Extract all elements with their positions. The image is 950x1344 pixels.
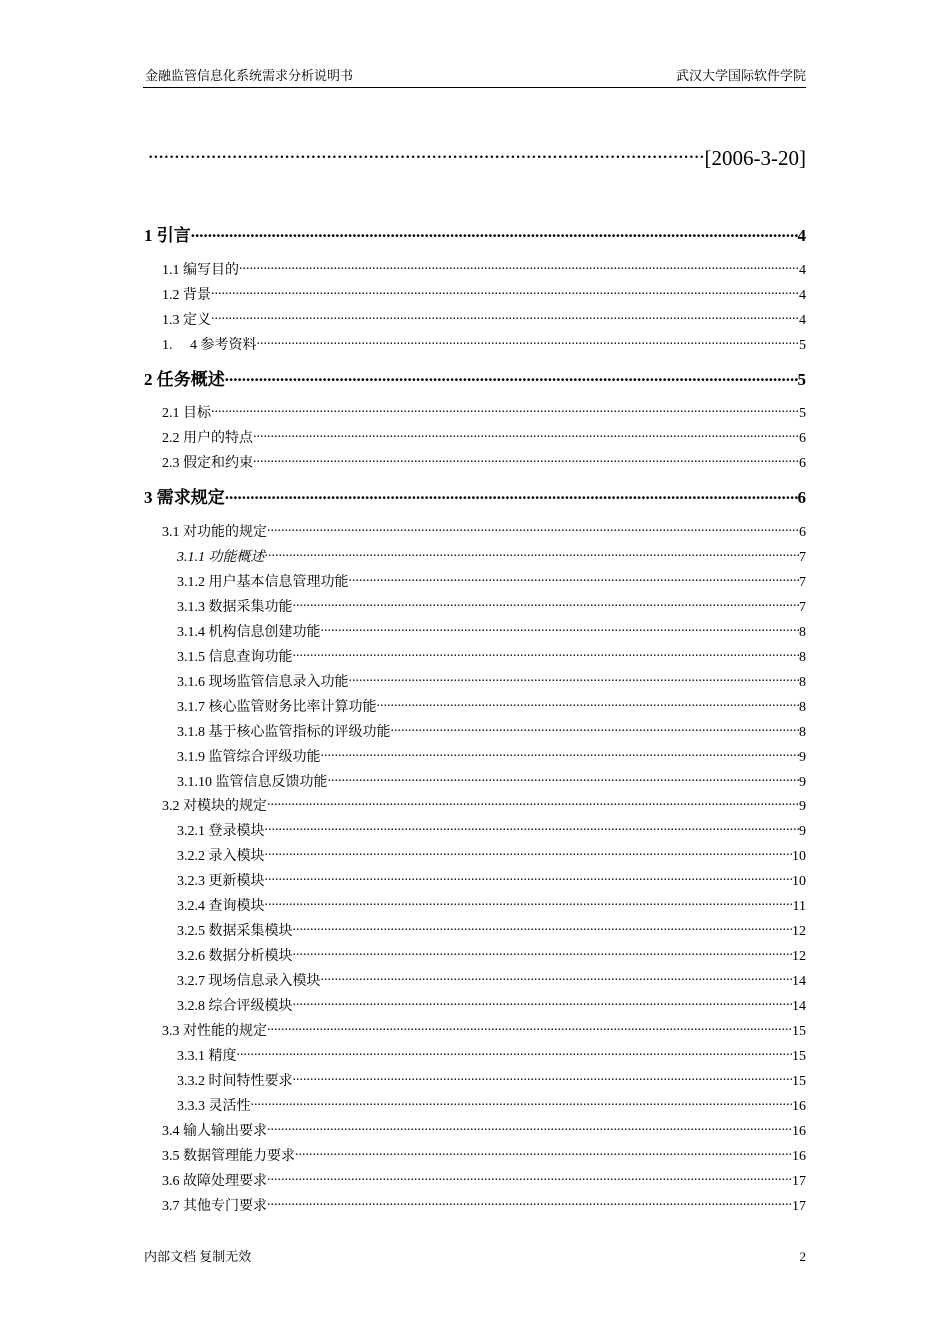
dot-leader xyxy=(257,332,800,349)
dot-leader xyxy=(377,694,800,711)
dot-leader xyxy=(349,569,800,586)
toc-entry-section[interactable] xyxy=(162,519,806,542)
toc-entry-label: 2.3 假定和约束 xyxy=(162,455,253,471)
toc-entry-label: 2 任务概述 xyxy=(144,370,225,390)
dot-leader xyxy=(265,893,793,910)
toc-entry-page: 15 xyxy=(792,1023,806,1039)
toc-entry-subsection[interactable] xyxy=(177,619,806,642)
toc-entry-chapter[interactable] xyxy=(144,221,806,247)
toc-entry-page: 11 xyxy=(792,898,806,914)
toc-entry-subsection[interactable] xyxy=(177,918,806,941)
dot-leader xyxy=(211,400,799,417)
toc-entry-label: 3.1.7 核心监管财务比率计算功能 xyxy=(177,699,377,715)
dot-leader xyxy=(321,968,793,985)
dot-leader xyxy=(237,1043,793,1060)
toc-entry-section[interactable] xyxy=(162,1018,806,1041)
toc-entry-page: 7 xyxy=(799,599,806,615)
toc-entry-label: 3.2.3 更新模块 xyxy=(177,873,265,889)
toc-entry-label: 3.2.2 录入模块 xyxy=(177,848,265,864)
toc-entry-label: 3.2.1 登录模块 xyxy=(177,823,265,839)
toc-entry-page: 14 xyxy=(792,973,806,989)
toc-entry-label: 3.3.1 精度 xyxy=(177,1048,237,1064)
dot-leader xyxy=(267,793,799,810)
toc-entry-label: 3.7 其他专门要求 xyxy=(162,1198,267,1214)
toc-entry-page: 15 xyxy=(792,1048,806,1064)
dot-leader xyxy=(191,221,798,241)
toc-entry-subsection[interactable] xyxy=(177,744,806,767)
document-date: [2006-3-20] xyxy=(704,146,806,170)
toc-entry-subsection[interactable] xyxy=(177,1093,806,1116)
toc-entry-subsection[interactable] xyxy=(177,818,806,841)
dot-leader xyxy=(321,744,800,761)
dot-leader xyxy=(225,365,798,385)
toc-entry-label: 3.1 对功能的规定 xyxy=(162,524,267,540)
toc-entry-label: 3.1.5 信息查询功能 xyxy=(177,649,293,665)
toc-entry-label: 3.1.10 监管信息反馈功能 xyxy=(177,774,328,790)
dot-leader xyxy=(148,137,705,165)
toc-entry-subsection[interactable] xyxy=(177,719,806,742)
dot-leader xyxy=(267,1193,792,1210)
toc-entry-label: 3.3.2 时间特性要求 xyxy=(177,1073,293,1089)
date-leader-line xyxy=(148,137,806,170)
toc-entry-label: 3.3 对性能的规定 xyxy=(162,1023,267,1039)
toc-entry-page: 5 xyxy=(799,405,806,421)
dot-leader xyxy=(265,544,800,561)
dot-leader xyxy=(239,257,799,274)
toc-entry-page: 9 xyxy=(799,798,806,814)
toc-entry-page: 4 xyxy=(799,262,806,278)
toc-entry-subsection[interactable] xyxy=(177,943,806,966)
toc-entry-subsection[interactable] xyxy=(177,1043,806,1066)
toc-entry-label: 3.1.6 现场监管信息录入功能 xyxy=(177,674,349,690)
toc-entry-page: 16 xyxy=(792,1123,806,1139)
toc-entry-page: 7 xyxy=(799,549,806,565)
toc-entry-page: 10 xyxy=(792,848,806,864)
toc-entry-section[interactable] xyxy=(162,1193,806,1216)
dot-leader xyxy=(225,483,798,503)
toc-entry-label: 2.1 目标 xyxy=(162,405,211,421)
toc-entry-page: 15 xyxy=(792,1073,806,1089)
dot-leader xyxy=(265,843,793,860)
toc-entry-section[interactable] xyxy=(162,1118,806,1141)
toc-entry-label: 3.1.4 机构信息创建功能 xyxy=(177,624,321,640)
toc-entry-page: 6 xyxy=(799,524,806,540)
toc-entry-page: 16 xyxy=(792,1098,806,1114)
page-number: 2 xyxy=(799,1249,806,1264)
toc-entry-section[interactable] xyxy=(162,282,806,305)
toc-entry-section[interactable] xyxy=(162,307,806,330)
toc-entry-section[interactable] xyxy=(162,257,806,280)
toc-entry-page: 8 xyxy=(799,624,806,640)
dot-leader xyxy=(293,1068,793,1085)
toc-entry-page: 7 xyxy=(799,574,806,590)
toc-entry-page: 12 xyxy=(792,948,806,964)
toc-entry-label: 1.2 背景 xyxy=(162,287,211,303)
dot-leader xyxy=(265,818,800,835)
dot-leader xyxy=(265,868,793,885)
dot-leader xyxy=(293,918,793,935)
toc-entry-label: 3.1.2 用户基本信息管理功能 xyxy=(177,574,349,590)
toc-entry-page: 17 xyxy=(792,1173,806,1189)
dot-leader xyxy=(267,1018,792,1035)
toc-entry-page: 5 xyxy=(799,337,806,353)
toc-entry-page: 4 xyxy=(799,312,806,328)
dot-leader xyxy=(267,1118,792,1135)
dot-leader xyxy=(267,519,799,536)
header-document-title: 金融监管信息化系统需求分析说明书 xyxy=(145,68,354,83)
toc-entry-section[interactable] xyxy=(162,793,806,816)
toc-entry-page: 12 xyxy=(792,923,806,939)
dot-leader xyxy=(251,1093,793,1110)
dot-leader xyxy=(211,307,799,324)
toc-entry-label: 3.4 输人输出要求 xyxy=(162,1123,267,1139)
toc-entry-page: 4 xyxy=(799,287,806,303)
toc-entry-subsection[interactable] xyxy=(177,694,806,717)
dot-leader xyxy=(267,1168,792,1185)
toc-entry-section[interactable] xyxy=(162,1143,806,1166)
toc-entry-label: 3 需求规定 xyxy=(144,488,225,508)
toc-entry-label: 1. 4 参考资料 xyxy=(162,337,257,353)
dot-leader xyxy=(328,769,800,786)
dot-leader xyxy=(293,993,793,1010)
toc-entry-label: 3.2.7 现场信息录入模块 xyxy=(177,973,321,989)
toc-entry-label: 3.1.1 功能概述 xyxy=(177,549,265,565)
dot-leader xyxy=(349,669,800,686)
dot-leader xyxy=(293,594,800,611)
toc-entry-page: 8 xyxy=(799,724,806,740)
toc-entry-subsection[interactable] xyxy=(177,544,806,567)
toc-entry-label: 3.3.3 灵活性 xyxy=(177,1098,251,1114)
toc-entry-subsection[interactable] xyxy=(177,669,806,692)
toc-entry-subsection[interactable] xyxy=(177,993,806,1016)
dot-leader xyxy=(293,644,800,661)
dot-leader xyxy=(321,619,800,636)
toc-entry-page: 9 xyxy=(799,774,806,790)
toc-entry-chapter[interactable] xyxy=(144,483,806,509)
toc-entry-label: 2.2 用户的特点 xyxy=(162,430,253,446)
toc-entry-label: 3.1.8 基于核心监管指标的评级功能 xyxy=(177,724,391,740)
toc-entry-page: 4 xyxy=(797,226,806,246)
toc-entry-label: 3.2.4 查询模块 xyxy=(177,898,265,914)
dot-leader xyxy=(391,719,800,736)
footer-notice: 内部文档 复制无效 xyxy=(144,1249,252,1264)
toc-entry-page: 14 xyxy=(792,998,806,1014)
toc-entry-label: 1 引言 xyxy=(144,226,191,246)
toc-entry-section[interactable] xyxy=(162,332,806,355)
toc-entry-section[interactable] xyxy=(162,400,806,423)
toc-entry-label: 3.2.5 数据采集模块 xyxy=(177,923,293,939)
toc-entry-subsection[interactable] xyxy=(177,893,806,916)
toc-entry-subsection[interactable] xyxy=(177,1068,806,1091)
dot-leader xyxy=(295,1143,792,1160)
toc-entry-page: 8 xyxy=(799,649,806,665)
toc-entry-section[interactable] xyxy=(162,1168,806,1191)
toc-entry-subsection[interactable] xyxy=(177,868,806,891)
toc-entry-subsection[interactable] xyxy=(177,644,806,667)
dot-leader xyxy=(293,943,793,960)
toc-entry-subsection[interactable] xyxy=(177,843,806,866)
dot-leader xyxy=(253,425,799,442)
toc-entry-page: 10 xyxy=(792,873,806,889)
toc-entry-page: 9 xyxy=(799,823,806,839)
toc-entry-label: 3.5 数据管理能力要求 xyxy=(162,1148,295,1164)
toc-entry-page: 6 xyxy=(799,455,806,471)
toc-entry-label: 3.1.3 数据采集功能 xyxy=(177,599,293,615)
toc-entry-chapter[interactable] xyxy=(144,365,806,391)
toc-entry-subsection[interactable] xyxy=(177,968,806,991)
dot-leader xyxy=(253,450,799,467)
toc-entry-page: 8 xyxy=(799,699,806,715)
toc-entry-section[interactable] xyxy=(162,450,806,473)
toc-entry-subsection[interactable] xyxy=(177,569,806,592)
toc-entry-label: 3.6 故障处理要求 xyxy=(162,1173,267,1189)
toc-entry-label: 3.1.9 监管综合评级功能 xyxy=(177,749,321,765)
toc-entry-page: 6 xyxy=(797,488,806,508)
toc-entry-subsection[interactable] xyxy=(177,594,806,617)
toc-entry-page: 8 xyxy=(799,674,806,690)
toc-entry-label: 3.2.8 综合评级模块 xyxy=(177,998,293,1014)
toc-entry-section[interactable] xyxy=(162,425,806,448)
toc-entry-page: 17 xyxy=(792,1198,806,1214)
toc-entry-label: 3.2 对模块的规定 xyxy=(162,798,267,814)
toc-entry-page: 5 xyxy=(797,370,806,390)
dot-leader xyxy=(211,282,799,299)
toc-entry-page: 6 xyxy=(799,430,806,446)
header-institution: 武汉大学国际软件学院 xyxy=(675,68,806,83)
toc-entry-subsection[interactable] xyxy=(177,769,806,792)
page-header xyxy=(143,67,806,88)
toc-entry-label: 1.3 定义 xyxy=(162,312,211,328)
toc-entry-page: 9 xyxy=(799,749,806,765)
toc-entry-label: 3.2.6 数据分析模块 xyxy=(177,948,293,964)
toc-entry-label: 1.1 编写目的 xyxy=(162,262,239,278)
toc-entry-page: 16 xyxy=(792,1148,806,1164)
